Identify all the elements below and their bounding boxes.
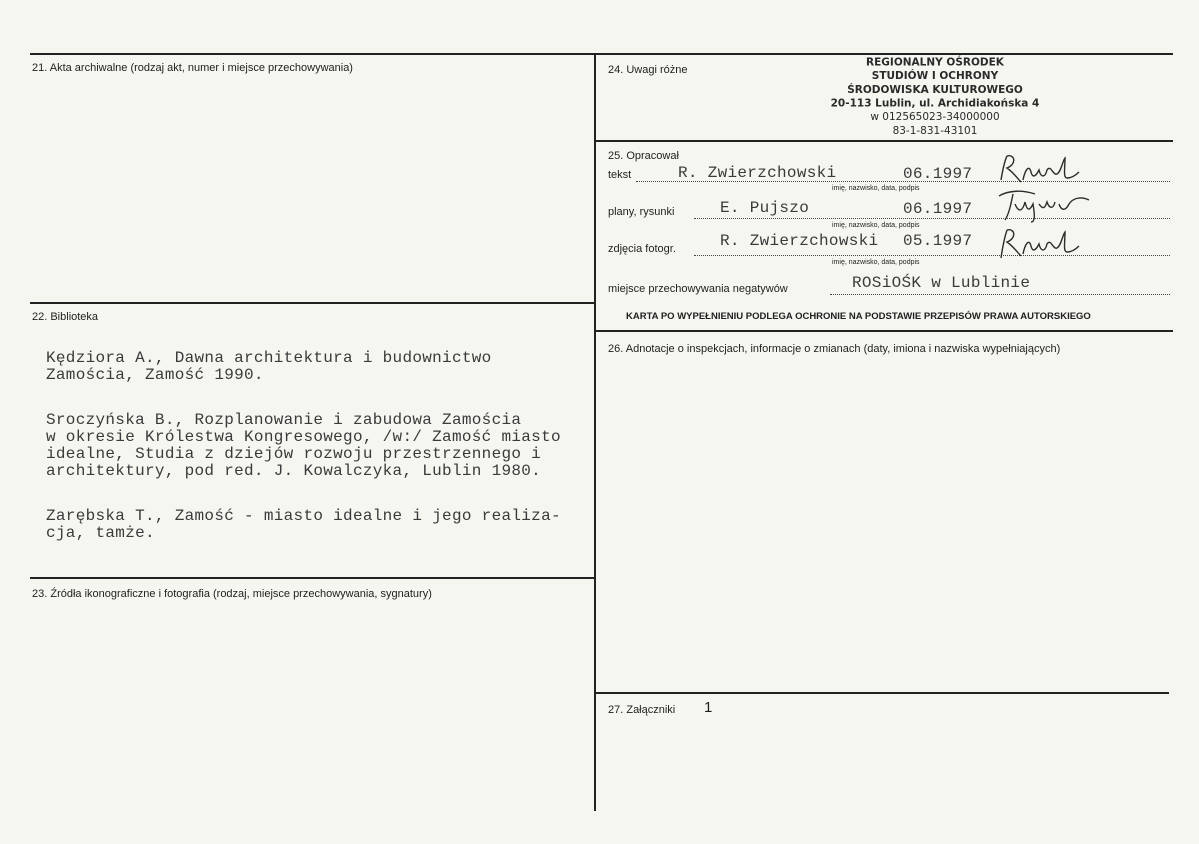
text-author-date: 06.1997 bbox=[903, 165, 973, 183]
stamp-line: STUDIÓW I OCHRONY bbox=[871, 69, 999, 83]
drawings-author-name: E. Pujszo bbox=[720, 199, 810, 217]
signature-text-author bbox=[995, 150, 1085, 190]
photos-author-date: 05.1997 bbox=[903, 232, 973, 250]
section-27-label: 27. Załączniki bbox=[608, 704, 676, 716]
stamp-line: 83-1-831-43101 bbox=[892, 124, 978, 137]
section-21-label: 21. Akta archiwalne (rodzaj akt, numer i miejsce przechowywania) bbox=[32, 62, 353, 74]
right-rule-24-25 bbox=[596, 140, 1173, 142]
stamp-line: REGIONALNY OŚRODEK bbox=[866, 56, 1004, 69]
text-author-hint: imię, nazwisko, data, podpis bbox=[832, 185, 920, 192]
photos-author-label: zdjęcia fotogr. bbox=[608, 243, 676, 255]
signature-drawings-author bbox=[995, 186, 1095, 226]
photos-author-hint: imię, nazwisko, data, podpis bbox=[832, 259, 920, 266]
bibliography-entry: Kędziora A., Dawna architektura i budownictwo Zamościa, Zamość 1990. bbox=[46, 349, 492, 384]
right-rule-25-26 bbox=[596, 330, 1173, 332]
photos-author-name: R. Zwierzchowski bbox=[720, 232, 879, 250]
bibliography-entry: Sroczyńska B., Rozplanowanie i zabudowa Zamościa w okresie Królestwa Kongresowego, /w:/ Zamość miasto idealne, Studia z dziejów rozwoju przestrzennego i architektury, pod red. J. Kowalczyka, Lublin 1980. bbox=[46, 411, 561, 480]
stamp-line: ŚRODOWISKA KULTUROWEGO bbox=[847, 83, 1023, 96]
section-22-label: 22. Biblioteka bbox=[32, 311, 99, 323]
negatives-label: miejsce przechowywania negatywów bbox=[608, 283, 788, 295]
section-25-label: 25. Opracował bbox=[608, 150, 679, 162]
attachments-value: 1 bbox=[704, 699, 713, 716]
negatives-line bbox=[830, 294, 1170, 295]
section-24-label: 24. Uwagi różne bbox=[608, 64, 688, 76]
stamp-line: w 012565023-34000000 bbox=[870, 110, 1000, 124]
drawings-author-date: 06.1997 bbox=[903, 200, 973, 218]
drawings-author-line bbox=[694, 218, 1170, 219]
stamp-line: 20-113 Lublin, ul. Archidiakońska 4 bbox=[830, 97, 1040, 110]
drawings-author-hint: imię, nazwisko, data, podpis bbox=[832, 222, 920, 229]
photos-author-line bbox=[694, 255, 1170, 256]
left-rule-21-22 bbox=[30, 302, 594, 304]
drawings-author-label: plany, rysunki bbox=[608, 206, 675, 218]
section-26-label: 26. Adnotacje o inspekcjach, informacje o zmianach (daty, imiona i nazwiska wypełniających) bbox=[608, 343, 1061, 355]
text-author-label: tekst bbox=[608, 169, 632, 181]
top-rule bbox=[30, 53, 1173, 55]
left-rule-22-23 bbox=[30, 577, 594, 579]
institution-stamp bbox=[820, 56, 1050, 138]
text-author-name: R. Zwierzchowski bbox=[678, 164, 837, 182]
middle-divider bbox=[594, 55, 596, 811]
copyright-notice: KARTA PO WYPEŁNIENIU PODLEGA OCHRONIE NA PODSTAWIE PRZEPISÓW PRAWA AUTORSKIEGO bbox=[626, 311, 1091, 322]
section-23-label: 23. Źródła ikonograficzne i fotografia (rodzaj, miejsce przechowywania, sygnatury) bbox=[32, 588, 432, 600]
signature-photos-author bbox=[995, 222, 1085, 266]
bibliography bbox=[46, 332, 561, 570]
bibliography-entry: Zarębska T., Zamość - miasto idealne i jego realiza- cja, tamże. bbox=[46, 507, 561, 542]
right-rule-26-27 bbox=[596, 692, 1169, 694]
negatives-value: ROSiOŚK w Lublinie bbox=[852, 274, 1031, 292]
